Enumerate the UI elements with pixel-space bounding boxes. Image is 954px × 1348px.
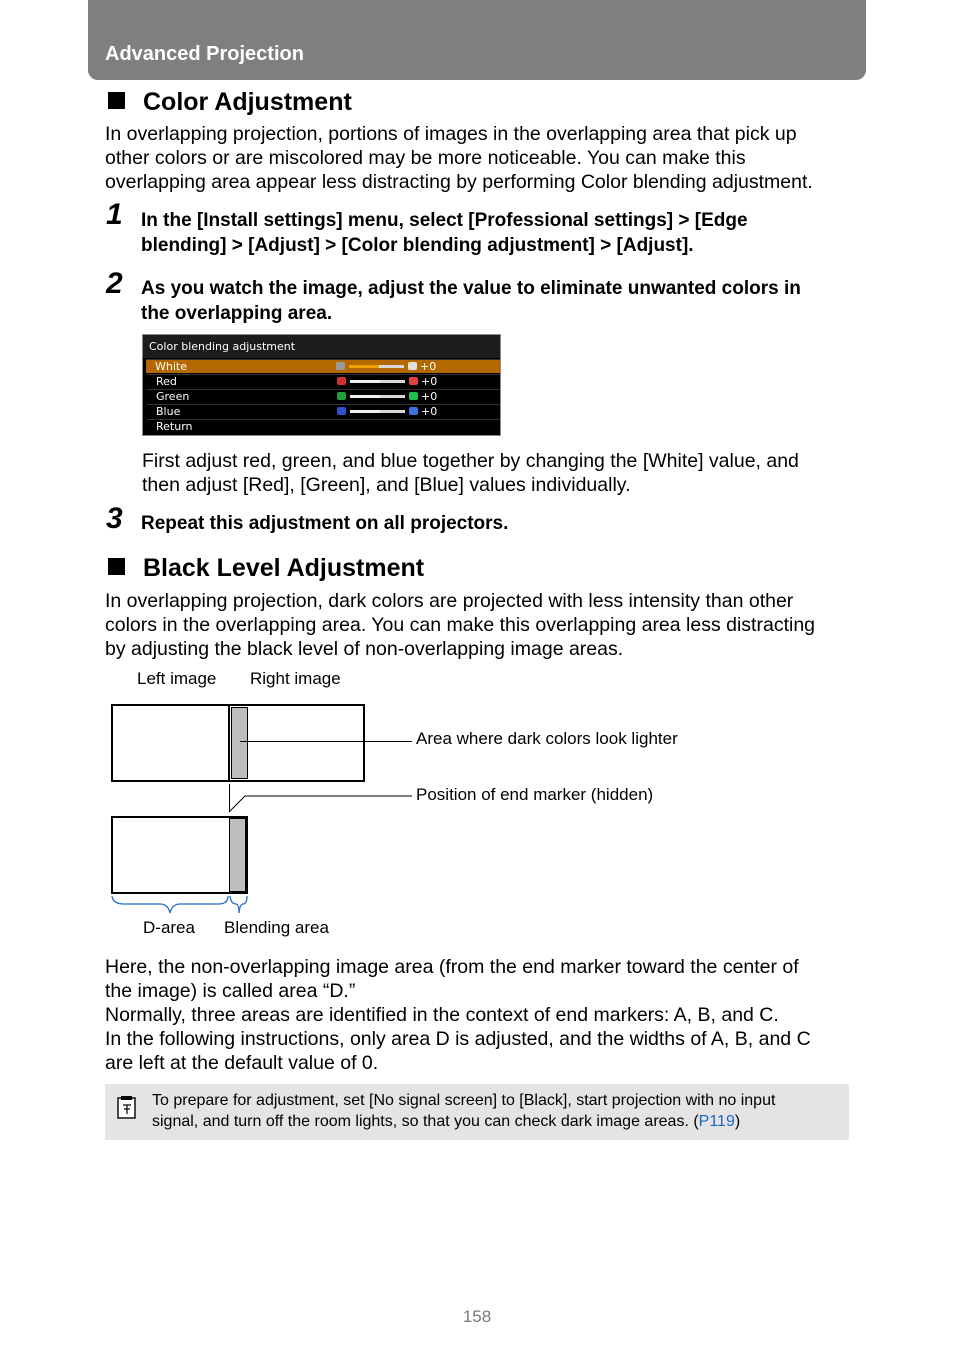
area-braces bbox=[110, 894, 250, 916]
white-slider bbox=[349, 365, 404, 368]
blue-slider bbox=[350, 410, 405, 413]
overlap-area-top bbox=[231, 707, 248, 779]
blending-area-label: Blending area bbox=[224, 918, 329, 937]
menu-title: Color blending adjustment bbox=[143, 335, 500, 358]
menu-row-blue: Blue +0 bbox=[147, 404, 500, 418]
menu-row-red: Red +0 bbox=[147, 374, 500, 388]
green-minus-icon bbox=[337, 392, 346, 400]
black-intro-paragraph: In overlapping projection, dark colors are projected with less intensity than other colors in the overlapping area. You can make this overlapping area less distracting by adjusting the black level of non-overlapping image areas. bbox=[105, 590, 816, 660]
menu-row-white: White +0 bbox=[146, 359, 500, 373]
red-plus-icon bbox=[409, 377, 418, 385]
step-2-text: As you watch the image, adjust the value to eliminate unwanted colors in the overlapping area. bbox=[141, 278, 801, 324]
green-plus-icon bbox=[409, 392, 418, 400]
square-bullet-icon bbox=[108, 558, 125, 575]
step-number-1: 1 bbox=[106, 198, 123, 231]
callout-end-marker: Position of end marker (hidden) bbox=[416, 785, 654, 804]
memo-icon bbox=[117, 1095, 137, 1119]
chapter-title: Advanced Projection bbox=[105, 43, 304, 65]
blue-plus-icon bbox=[409, 407, 418, 415]
chapter-header-bar bbox=[88, 0, 866, 80]
right-image-label: Right image bbox=[250, 669, 341, 688]
section-title-black-level: Black Level Adjustment bbox=[108, 554, 424, 583]
note-box bbox=[105, 1084, 849, 1140]
step-3-text: Repeat this adjustment on all projectors. bbox=[141, 513, 509, 534]
white-minus-icon bbox=[336, 362, 345, 370]
page-number: 158 bbox=[462, 1307, 492, 1326]
right-image-frame bbox=[228, 704, 365, 782]
left-image-label: Left image bbox=[137, 669, 217, 688]
color-intro-paragraph: In overlapping projection, portions of images in the overlapping area that pick up other colors or are miscolored may be more noticeable. You can make this overlapping area appear less distracting by performing Color blending adjustment. bbox=[105, 123, 813, 193]
red-minus-icon bbox=[337, 377, 346, 385]
green-slider bbox=[350, 395, 405, 398]
black-outro-paragraph: Here, the non-overlapping image area (from the end marker toward the center of the image) is called area “D.” Normally, three areas are identified in the context of end markers: A, B, and C. In the following instructions, only area D is adjusted, and the widths of A, B, and C are left at the default value of 0. bbox=[105, 956, 811, 1074]
left-image-frame bbox=[111, 816, 248, 894]
left-image-frame-top bbox=[111, 704, 230, 782]
blue-minus-icon bbox=[337, 407, 346, 415]
step-1-text: In the [Install settings] menu, select [Professional settings] > [Edge blending] > [Adjust] > [Color blending adjustment] > [Adjust]. bbox=[141, 210, 748, 256]
note-text: To prepare for adjustment, set [No signal screen] to [Black], start projection with no input signal, and turn off the room lights, so that you can check dark image areas. (P119) bbox=[152, 1092, 776, 1130]
page-link-p119[interactable]: P119 bbox=[698, 1113, 735, 1130]
callout-line-area bbox=[240, 741, 412, 742]
section-title-color-adjustment: Color Adjustment bbox=[108, 88, 352, 117]
red-slider bbox=[350, 380, 405, 383]
after-menu-paragraph: First adjust red, green, and blue together by changing the [White] value, and then adjust [Red], [Green], and [Blue] values individually. bbox=[142, 450, 799, 496]
step-number-3: 3 bbox=[106, 502, 123, 535]
square-bullet-icon bbox=[108, 92, 125, 109]
menu-row-green: Green +0 bbox=[147, 389, 500, 403]
d-area-label: D-area bbox=[143, 918, 195, 937]
callout-line-end-marker bbox=[228, 795, 414, 813]
step-number-2: 2 bbox=[106, 267, 123, 300]
menu-row-return: Return bbox=[147, 419, 500, 433]
callout-area-lighter: Area where dark colors look lighter bbox=[416, 729, 678, 748]
color-blending-menu-screenshot bbox=[142, 334, 501, 436]
blending-area-block bbox=[229, 818, 246, 892]
white-plus-icon bbox=[408, 362, 417, 370]
